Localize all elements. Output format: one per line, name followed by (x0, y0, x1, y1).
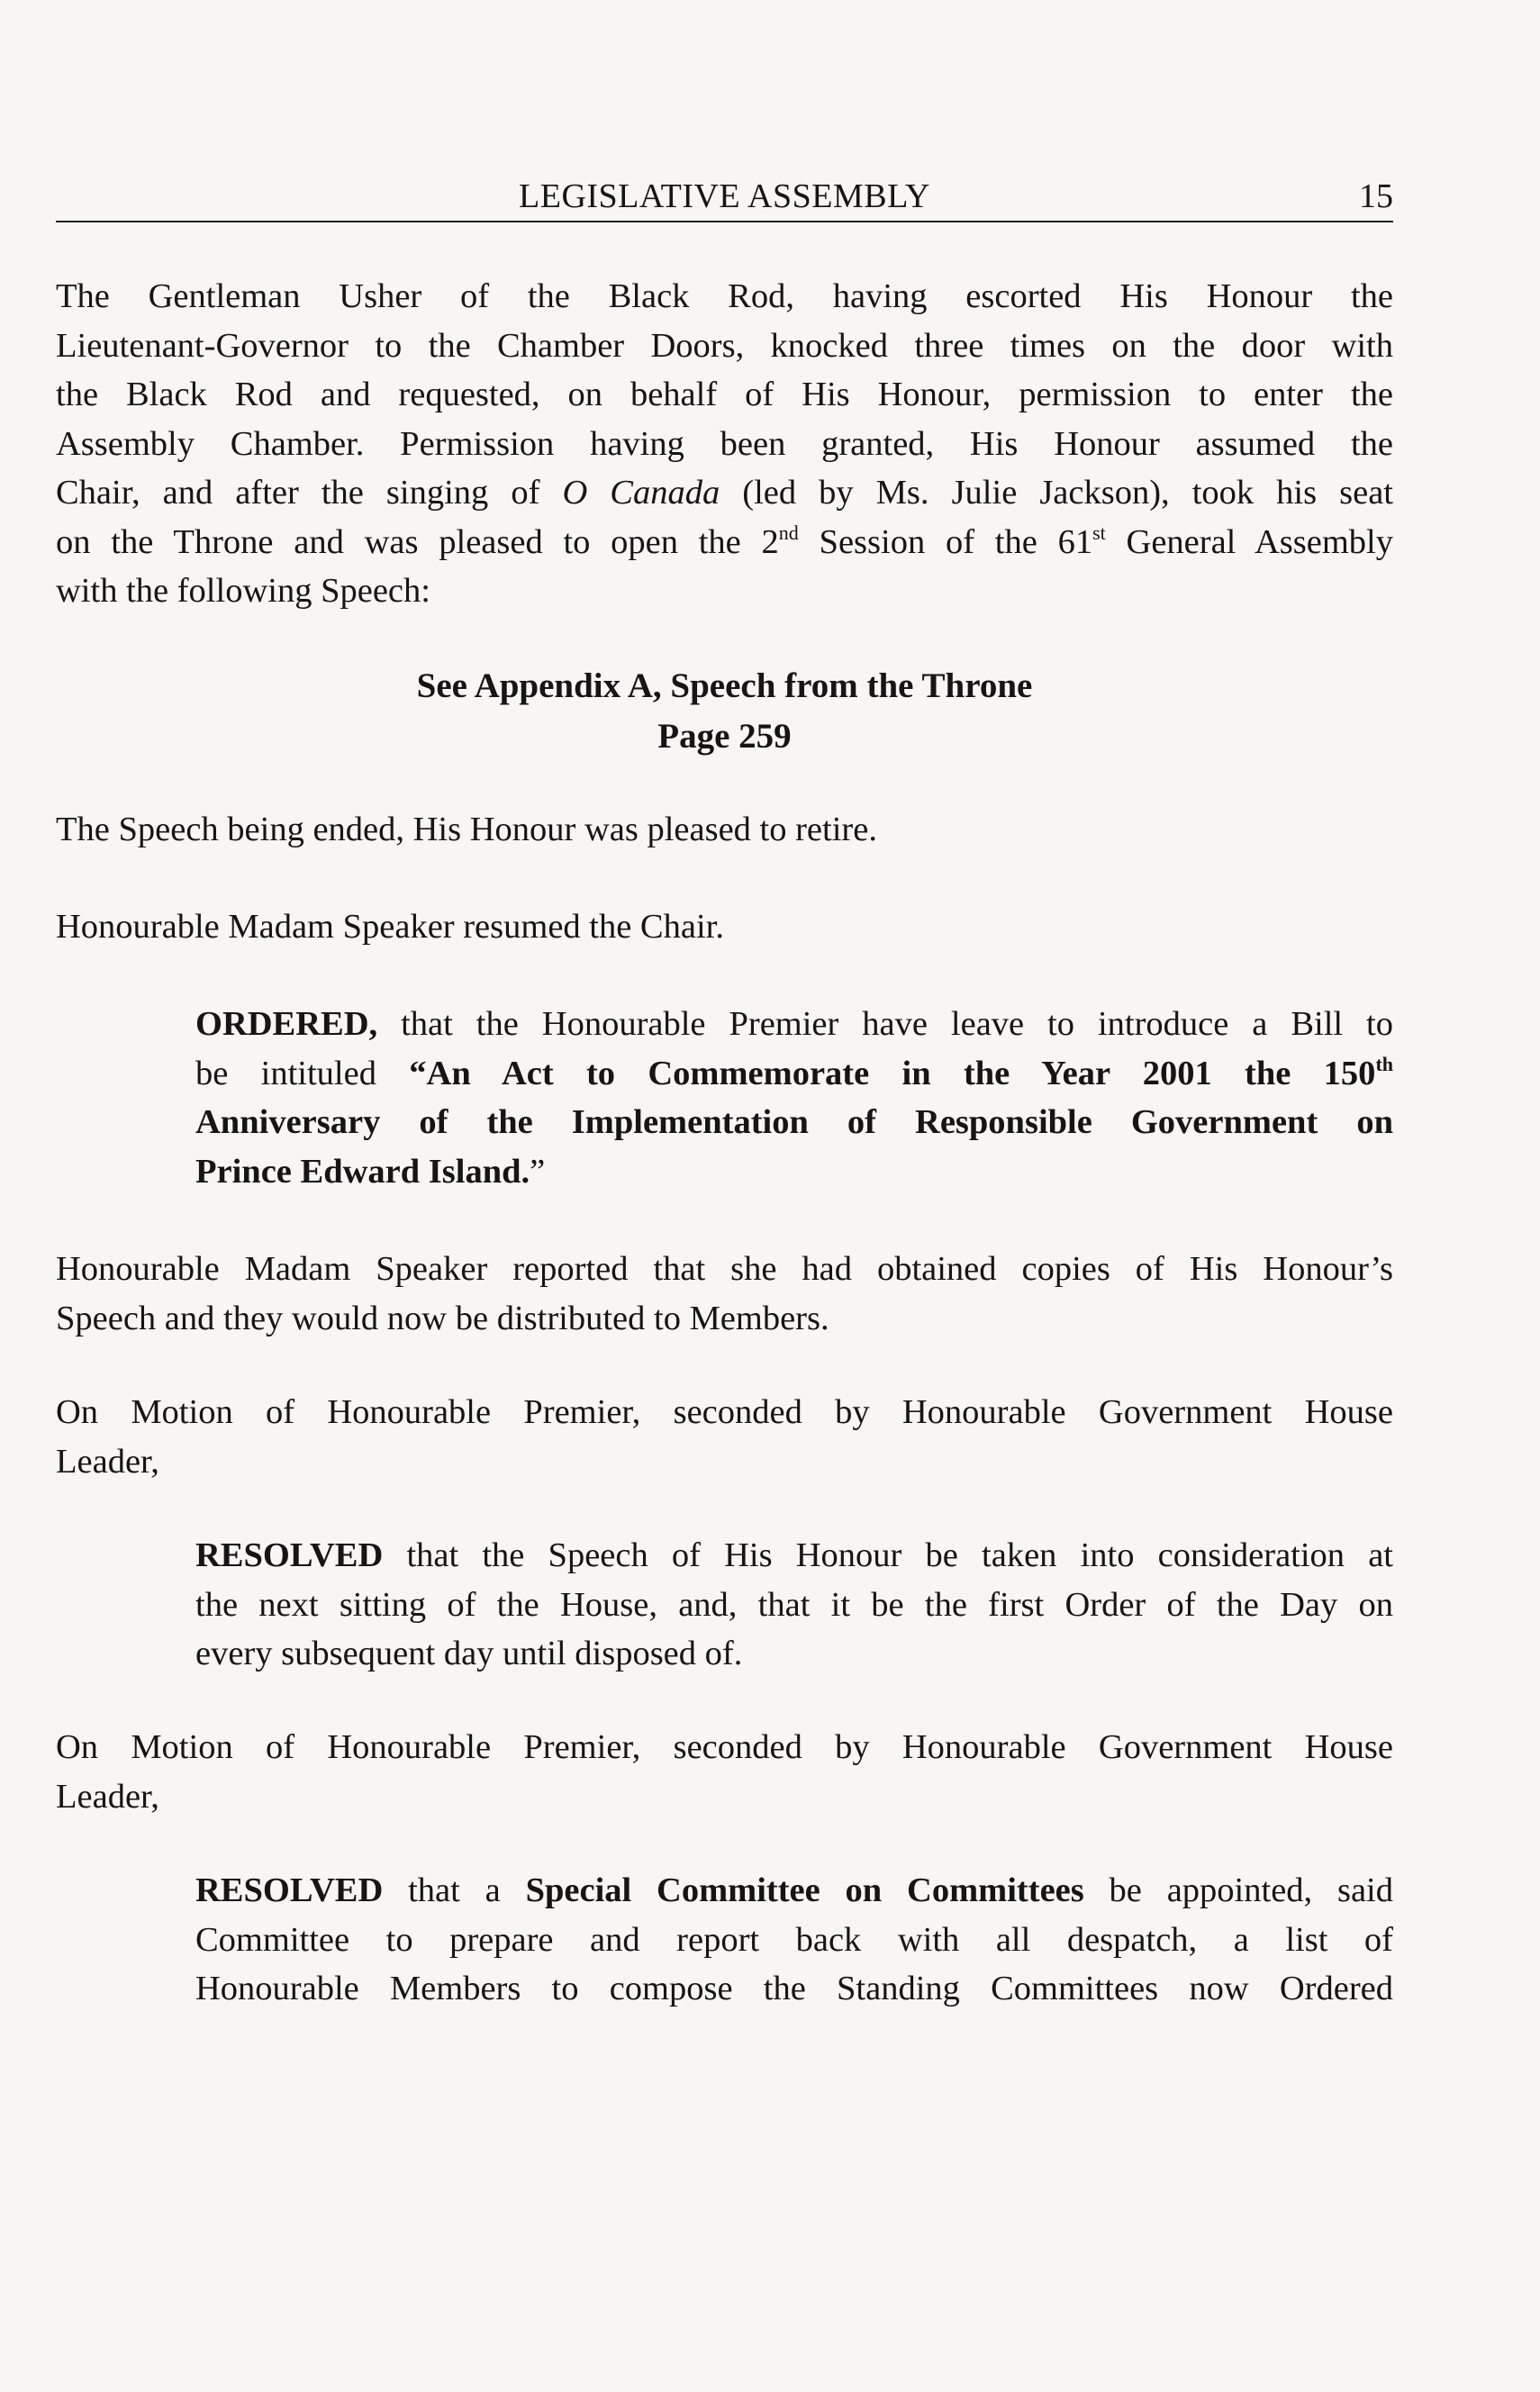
appendix-reference (56, 661, 1393, 762)
text-segment: be appointed, said (1083, 1871, 1393, 1909)
bill-title: “An Act to Commemorate in the Year 2001 the 150 (409, 1054, 1376, 1092)
text-line (56, 518, 1393, 567)
text-line: Lieutenant-Governor to the Chamber Doors, knocked three times on the door with (56, 326, 1393, 365)
ordered-paragraph (195, 1000, 1393, 1196)
text-line: Speech and they would now be distributed to Members. (56, 1299, 829, 1337)
resolved-paragraph (195, 1866, 1393, 2014)
text-segment: Chair, and after the singing of (56, 474, 563, 512)
text-line: the Black Rod and requested, on behalf of His Honour, permission to enter the (56, 376, 1393, 413)
text-line (195, 1000, 1393, 1049)
text-segment: (led by Ms. Julie Jackson), took his seat (720, 474, 1394, 512)
text-line: Assembly Chamber. Permission having been granted, His Honour assumed the (56, 424, 1393, 463)
text-line: Leader, (56, 1777, 159, 1816)
page-number: 15 (1359, 177, 1393, 215)
text-line: The Gentleman Usher of the Black Rod, having escorted His Honour the (56, 277, 1393, 315)
text-line: Honourable Members to compose the Standing Committees now Ordered (195, 1970, 1393, 2007)
ordinal-suffix: st (1092, 521, 1106, 544)
motion-paragraph (56, 1723, 1393, 1821)
text-line: On Motion of Honourable Premier, seconded by Honourable Government House (56, 1393, 1393, 1431)
appendix-page: Page 259 (657, 717, 792, 756)
motion-paragraph (56, 1388, 1393, 1486)
header-rule (56, 221, 1393, 222)
resolved-paragraph (195, 1531, 1393, 1679)
text-line: the next sitting of the House, and, that it be the first Order of the Day on (195, 1585, 1393, 1624)
paragraph-speech-ended (56, 805, 1393, 855)
ordered-keyword: ORDERED, (195, 1005, 378, 1043)
paragraph-opening (56, 272, 1393, 616)
text-line (195, 1147, 1393, 1197)
text-line: The Speech being ended, His Honour was pleased to retire. (56, 811, 877, 848)
text-line (195, 1866, 1393, 1916)
text-segment: Session of the 61 (798, 522, 1093, 561)
text-line: Honourable Madam Speaker reported that she had obtained copies of His Honour’s (56, 1250, 1393, 1288)
song-title: O Canada (562, 474, 720, 512)
text-segment: that a (383, 1871, 526, 1909)
text-segment: General Assembly (1105, 522, 1393, 561)
text-line: Leader, (56, 1442, 159, 1481)
ordinal-suffix: th (1375, 1052, 1393, 1075)
text-segment: that the Speech of His Honour be taken into consideration at (383, 1536, 1393, 1574)
paragraph-copies (56, 1245, 1393, 1343)
resolved-keyword: RESOLVED (195, 1871, 384, 1909)
bill-title-line: Anniversary of the Implementation of Responsible Government on (195, 1103, 1393, 1141)
bill-title-end: Prince Edward Island. (195, 1152, 530, 1191)
text-segment: on the Throne and was pleased to open the 2 (56, 522, 779, 561)
text-line (56, 468, 1393, 518)
text-line (195, 1049, 1393, 1099)
text-line: On Motion of Honourable Premier, seconded by Honourable Government House (56, 1728, 1393, 1766)
text-segment: that the Honourable Premier have leave to introduce a Bill to (377, 1005, 1393, 1043)
text-line: with the following Speech: (56, 572, 430, 610)
ordinal-suffix: nd (778, 521, 799, 544)
header-title: LEGISLATIVE ASSEMBLY (519, 177, 930, 215)
committee-name: Special Committee on Committees (525, 1871, 1084, 1909)
text-line: every subsequent day until disposed of. (195, 1635, 743, 1672)
text-line: Committee to prepare and report back with all despatch, a list of (195, 1920, 1393, 1959)
closing-quote: ” (530, 1152, 546, 1191)
text-segment: be intituled (195, 1054, 410, 1092)
running-header (56, 171, 1393, 222)
appendix-line: See Appendix A, Speech from the Throne (416, 666, 1033, 705)
resolved-keyword: RESOLVED (195, 1536, 384, 1574)
paragraph-speaker-resumed (56, 902, 1393, 952)
text-line (195, 1531, 1393, 1581)
text-line: Honourable Madam Speaker resumed the Chair. (56, 908, 724, 946)
